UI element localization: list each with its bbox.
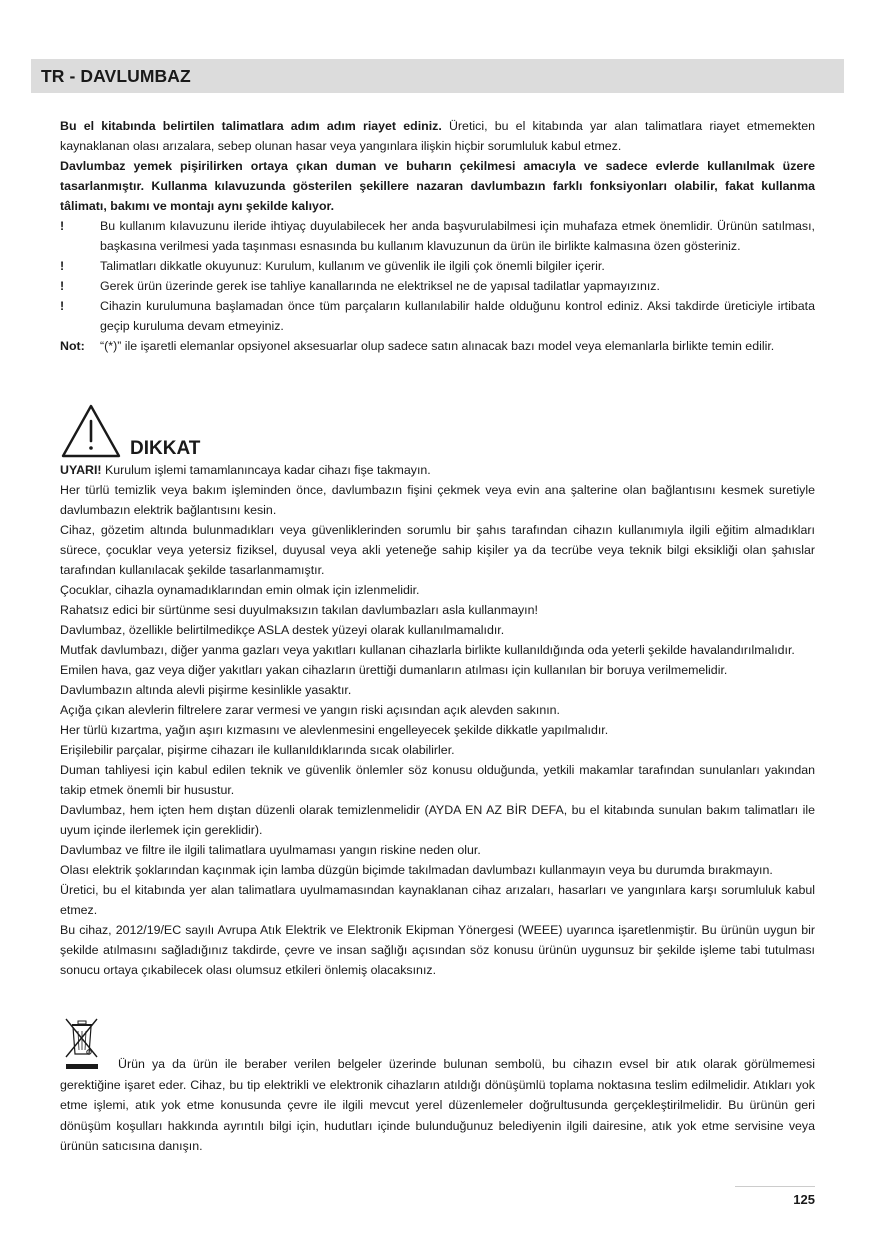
warning-line: Davlumbaz, hem içten hem dıştan düzenli olarak temizlenmelidir (AYDA EN AZ BİR DEFA, bu el kitabında sunulan bakım talimatları ile uyum içinde ilerlemek için gereklidir). (60, 803, 815, 837)
weee-text: Ürün ya da ürün ile beraber verilen belgeler üzerinde bulunan sembolü, bu cihazın evsel bir atık olarak görülmemesi gerektiğine işaret eder. Cihaz, bu tip elektrikli ve elektronik cihazların atıldığı dönüşümlü toplama noktasına teslim edilmelidir. Atıkları yok etme işlemi, atık yok etme konusunda çevre ile ilgili mevcut yerel düzenlemeler doğrultusunda gerçekleştirilmelidir. Bu ürünün geri dönüşüm koşulları hakkında ayrıntılı bilgi için, hudutları içinde bulunduğunuz belediyenin ilgili dairesine, atık yok etme servisine veya ürünün satıcısına danışın. (60, 1057, 815, 1153)
warning-line: Emilen hava, gaz veya diğer yakıtları yakan cihazların ürettiği dumanların atılması için kullanılan bir boruya verilmemelidir. (60, 663, 728, 677)
warning-line: Çocuklar, cihazla oynamadıklarından emin olmak için izlenmelidir. (60, 583, 420, 597)
note-label: Not: (60, 339, 85, 353)
bullet-item (60, 256, 815, 276)
weee-section (60, 1016, 815, 1157)
crossed-out-bin-icon (60, 1016, 104, 1072)
bullet-text: Talimatları dikkatle okuyunuz: Kurulum, kullanım ve güvenlik ile ilgili çok önemli bilgiler içerir. (100, 259, 605, 273)
warning-line: Üretici, bu el kitabında yer alan talimatlara uyulmamasından kaynaklanan cihaz arızaları, hasarları ve yangınlara karşı sorumluluk kabul etmez. (60, 883, 815, 917)
bullet-mark: ! (60, 279, 65, 293)
warning-line: Cihaz, gözetim altında bulunmadıkları veya güvenliklerinden sorumlu bir şahıs tarafından cihazın kullanımıyla ilgili eğitim almadıkları sürece, çocuklar veya yetersiz fiziksel, duyusal veya akli yeteneğe sahip kişiler ya da tecrübe veya teknik bilgi eksikliği olan şahıslar tarafından kullanılacak şekilde tasarlanmamıştır. (60, 523, 815, 577)
caution-heading (60, 403, 815, 461)
intro-section (60, 116, 815, 356)
bullet-mark: ! (60, 219, 65, 233)
bullet-item (60, 216, 815, 256)
bullet-item (60, 276, 815, 296)
note-item (60, 336, 815, 356)
warning-line: Açığa çıkan alevlerin filtrelere zarar vermesi ve yangın riski açısından açık alevden sakının. (60, 703, 560, 717)
section-title: TR - DAVLUMBAZ (41, 66, 191, 86)
warning-triangle-icon (60, 403, 122, 459)
warning-line (60, 460, 815, 480)
intro-bold-lead: Bu el kitabında belirtilen talimatlara adım adım riayet ediniz. (60, 119, 442, 133)
warning-line: Bu cihaz, 2012/19/EC sayılı Avrupa Atık Elektrik ve Elektronik Ekipman Yönergesi (WEEE) uyarınca işaretlenmiştir. Bu ürünün uygun bir şekilde atılmasını sağladığınız takdirde, çevre ve insan sağlığı açısından söz konusu ürünün uygunsuz bir şekilde işleme tabi tutulması sonucu ortaya çıkabilecek olası olumsuz etkileri önlemiş olacaksınız. (60, 923, 815, 977)
warning-line: Davlumbazın altında alevli pişirme kesinlikle yasaktır. (60, 683, 352, 697)
warning-line: Duman tahliyesi için kabul edilen teknik ve güvenlik önlemler söz konusu olduğunda, yetkili makamlar tarafından sunulanları yakından takip etmek önemli bir husustur. (60, 763, 815, 797)
warning-line: Davlumbaz ve filtre ile ilgili talimatlara uyulmaması yangın riskine neden olur. (60, 843, 481, 857)
caution-title: DIKKAT (130, 438, 201, 459)
intended-use-bold: Davlumbaz yemek pişirilirken ortaya çıkan duman ve buharın çekilmesi amacıyla ve sadece evlerde kullanılmak üzere tasarlanmıştır. Kullanma kılavuzunda gösterilen şekillere nazaran davlumbazın farklı fonksiyonları olabilir, fakat kullanma tâlimatı, bakımı ve montajı aynı şekilde kalıyor. (60, 159, 815, 213)
warning-line: Rahatsız edici bir sürtünme sesi duyulmaksızın takılan davlumbazları asla kullanmayın! (60, 603, 538, 617)
bullet-mark: ! (60, 299, 65, 313)
bullet-text: Gerek ürün üzerinde gerek ise tahliye kanallarında ne elektriksel ne de yapısal tadilatlar yapmayızınız. (100, 279, 660, 293)
bullet-text: Cihazin kurulumuna başlamadan önce tüm parçaların kullanılabilir halde olduğunu kontrol ediniz. Aksi takdirde üreticiyle irtibata geçip kuruluma devam etmeyiniz. (100, 299, 815, 333)
warnings-section (60, 460, 815, 980)
warning-line: Her türlü kızartma, yağın aşırı kızmasını ve alevlenmesini engelleyecek şekilde dikkatle yapılmalıdır. (60, 723, 609, 737)
note-text: “(*)” ile işaretli elemanlar opsiyonel aksesuarlar olup sadece satın alınacak bazı model veya elemanlarla birlikte temin edilir. (100, 339, 775, 353)
warning-line: Olası elektrik şoklarından kaçınmak için lamba düzgün biçimde takılmadan davlumbazı kullanmayın veya bu durumda bırakmayın. (60, 863, 773, 877)
intended-use-paragraph (60, 156, 815, 216)
warning-label: UYARI! (60, 463, 102, 477)
bullet-text: Bu kullanım kılavuzunu ileride ihtiyaç duyulabilecek her anda başvurulabilmesi için muhafaza etmek önemlidir. Ürünün satılması, başkasına verilmesi yada taşınması esnasında bu kullanım klavuzunun da ürün ile birlikte kalmasına özen gösteriniz. (100, 219, 815, 253)
warning-line: Her türlü temizlik veya bakım işleminden önce, davlumbazın fişini çekmek veya evin ana şalterine olan bağlantısını kesmek suretiyle davlumbazın elektrik bağlantısını kesin. (60, 483, 815, 517)
warning-text: Kurulum işlemi tamamlanıncaya kadar cihazı fişe takmayın. (101, 463, 431, 477)
warning-line: Davlumbaz, özellikle belirtilmedikçe ASLA destek yüzeyi olarak kullanılmamalıdır. (60, 623, 505, 637)
bullet-mark: ! (60, 259, 65, 273)
footer-divider (735, 1186, 815, 1187)
intro-text: Üretici, bu el kitabında yar alan talimatlara riayet etmemekten kaynaklanan olası arızalara, sebep olunan hasar veya yangınlara ilişkin hiçbir sorumluluk kabul etmez. (60, 119, 815, 153)
intro-paragraph (60, 116, 815, 156)
section-header (31, 59, 844, 93)
page-number: 125 (793, 1192, 815, 1207)
bullet-item (60, 296, 815, 336)
warning-line: Mutfak davlumbazı, diğer yanma gazları veya yakıtları kullanan cihazlarla birlikte kullanıldığında oda yeterli şekilde havalandırılmalıdır. (60, 643, 795, 657)
warning-line: Erişilebilir parçalar, pişirme cihazarı ile kullanıldıklarında sıcak olabilirler. (60, 743, 455, 757)
